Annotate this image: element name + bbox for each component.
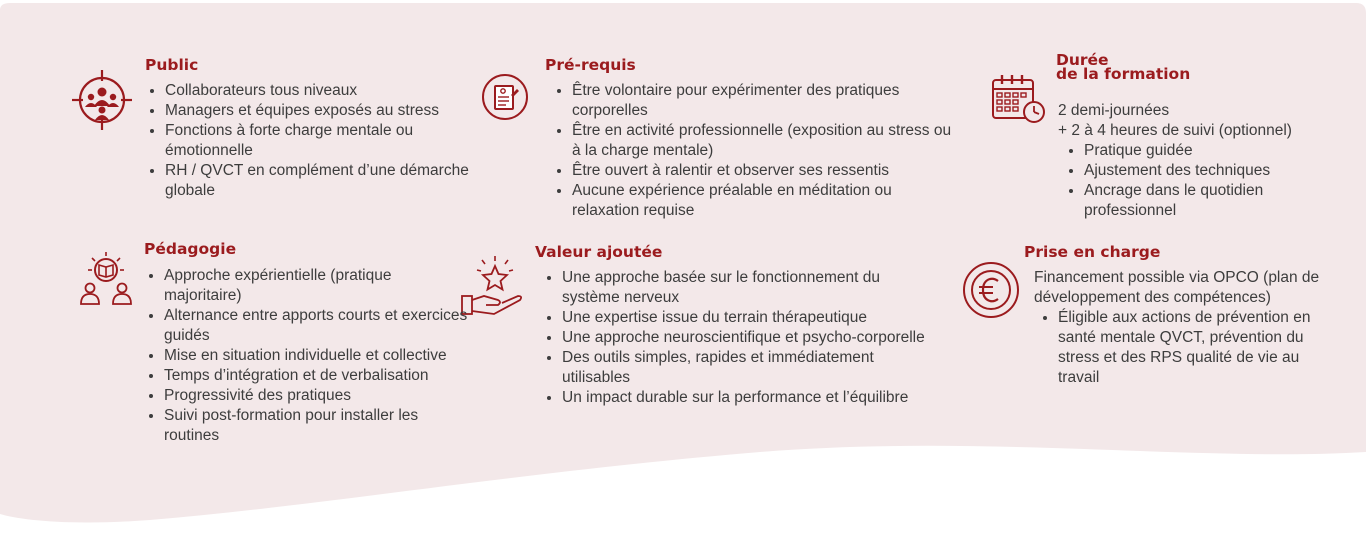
checklist-icon <box>481 73 529 121</box>
pedagogie-title: Pédagogie <box>144 240 237 258</box>
prerequis-section <box>545 58 955 221</box>
prise-list <box>1024 308 1323 388</box>
list-item: • Une approche basée sur le fonctionnement du système nerveux <box>562 268 930 308</box>
list-item: • Des outils simples, rapides et immédiatement utilisables <box>562 348 930 388</box>
list-item: • Pratique guidée <box>1084 141 1358 161</box>
prerequis-list <box>545 81 955 221</box>
duree-title <box>1056 53 1356 81</box>
calendar-clock-icon <box>990 72 1050 126</box>
list-item: • Fonctions à forte charge mentale ou émotionnelle <box>165 121 470 161</box>
list-item: • Une expertise issue du terrain thérapeutique <box>562 308 930 328</box>
list-item: • Managers et équipes exposés au stress <box>165 101 470 121</box>
list-item: • Aucune expérience préalable en méditation ou relaxation requise <box>572 181 955 221</box>
duree-line2: + 2 à 4 heures de suivi (optionnel) <box>1058 122 1292 139</box>
list-item: • Approche expérientielle (pratique majoritaire) <box>164 266 469 306</box>
euro-coin-icon <box>961 260 1021 320</box>
duree-list <box>1058 141 1358 221</box>
pedagogie-list <box>144 266 469 446</box>
duree-section <box>1056 53 1356 81</box>
public-section <box>145 58 470 201</box>
valeur-title: Valeur ajoutée <box>535 243 663 261</box>
prise-text: Financement possible via OPCO (plan de développement des compétences) <box>1034 269 1320 306</box>
list-item: • Une approche neuroscientifique et psycho-corporelle <box>562 328 930 348</box>
duree-title-line2: de la formation <box>1056 65 1191 83</box>
list-item: • RH / QVCT en complément d’une démarche globale <box>165 161 470 201</box>
list-item: • Être ouvert à ralentir et observer ses ressentis <box>572 161 955 181</box>
list-item: • Progressivité des pratiques <box>164 386 469 406</box>
valeur-section <box>535 245 930 408</box>
prerequis-title: Pré-requis <box>545 56 636 74</box>
list-item: • Ajustement des techniques <box>1084 161 1358 181</box>
public-list <box>145 81 470 201</box>
prise-title: Prise en charge <box>1024 243 1161 261</box>
valeur-list <box>535 268 930 408</box>
pedagogie-section <box>144 242 469 446</box>
duree-title-line1: Durée <box>1056 51 1109 69</box>
target-people-icon <box>70 68 134 132</box>
list-item: • Alternance entre apports courts et exercices guidés <box>164 306 469 346</box>
list-item: • Éligible aux actions de prévention en santé mentale QVCT, prévention du stress et des RPS qualité de vie au travail <box>1058 308 1323 388</box>
list-item: • Collaborateurs tous niveaux <box>165 81 470 101</box>
list-item: • Être en activité professionnelle (exposition au stress ou à la charge mentale) <box>572 121 955 161</box>
list-item: • Ancrage dans le quotidien professionnel <box>1084 181 1358 221</box>
duree-line1: 2 demi-journées <box>1058 102 1170 119</box>
book-bulb-icon <box>78 250 134 308</box>
list-item: • Temps d’intégration et de verbalisation <box>164 366 469 386</box>
prise-section <box>1024 245 1360 388</box>
list-item: • Être volontaire pour expérimenter des pratiques corporelles <box>572 81 955 121</box>
list-item: • Suivi post-formation pour installer les routines <box>164 406 469 446</box>
duree-body <box>1058 101 1358 221</box>
list-item: • Un impact durable sur la performance et l’équilibre <box>562 388 930 408</box>
public-title: Public <box>145 56 199 74</box>
list-item: • Mise en situation individuelle et collective <box>164 346 469 366</box>
